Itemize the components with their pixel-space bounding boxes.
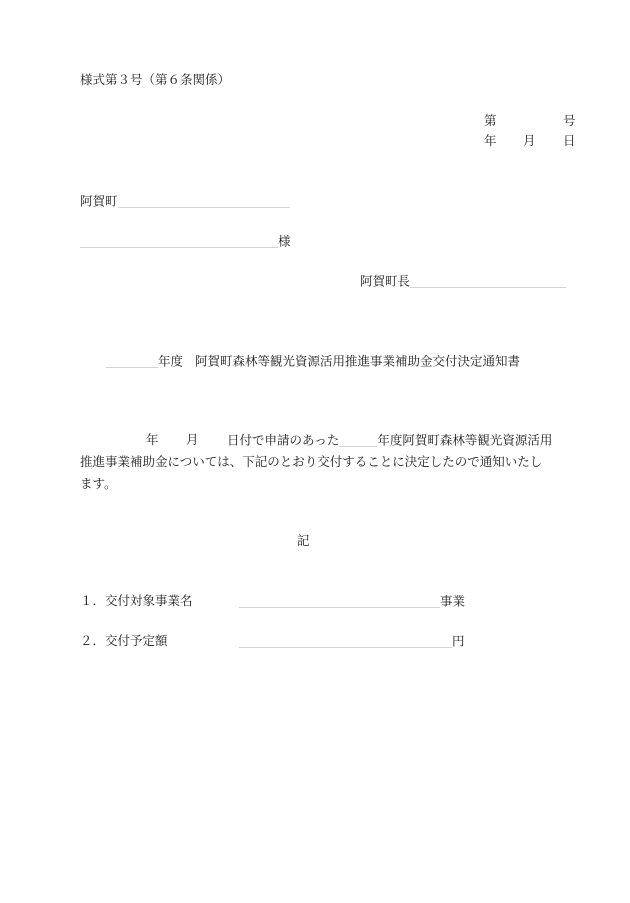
body-line-2: 推進事業補助金については、下記のとおり交付することに決定したので通知いたし xyxy=(80,454,543,469)
addressee-name-blank xyxy=(80,235,278,248)
title-year-blank xyxy=(106,355,158,368)
body-line-3: ます。 xyxy=(80,476,117,491)
body-line1-rest: 年度阿賀町森林等観光資源活用 xyxy=(377,432,553,448)
body-day-phrase: 日付で申請のあった xyxy=(227,432,340,448)
date-month: 月 xyxy=(523,133,536,148)
item-1-field xyxy=(239,595,465,608)
addressee-name-line xyxy=(80,235,291,248)
addressee-town-line xyxy=(80,195,290,208)
addressee-town: 阿賀町 xyxy=(80,193,118,209)
date-day: 日 xyxy=(563,133,576,148)
doc-number-suffix: 号 xyxy=(563,113,576,128)
item-2-label: ２．交付予定額 xyxy=(80,633,168,648)
title-year-suffix: 年度 xyxy=(158,353,184,369)
addressee-town-blank xyxy=(118,195,290,208)
issuer-title: 阿賀町長 xyxy=(360,273,411,289)
item-1-suffix: 事業 xyxy=(440,593,466,609)
issuer-name-blank xyxy=(410,275,566,288)
body-year-blank xyxy=(339,434,377,447)
form-label: 様式第３号（第６条関係） xyxy=(80,72,231,87)
ki-heading: 記 xyxy=(297,533,310,548)
date-year: 年 xyxy=(484,133,497,148)
item-1-label: １．交付対象事業名 xyxy=(80,593,193,608)
body-date-day-line xyxy=(227,434,552,447)
item-2-suffix: 円 xyxy=(452,633,465,649)
item-2-blank xyxy=(239,635,452,648)
doc-number-prefix: 第 xyxy=(484,113,497,128)
body-year: 年 xyxy=(146,432,159,447)
item-2-field xyxy=(239,635,465,648)
item-1-blank xyxy=(239,595,440,608)
issuer-line xyxy=(360,275,566,288)
body-month: 月 xyxy=(186,432,199,447)
document-title xyxy=(106,355,520,368)
title-main: 阿賀町森林等観光資源活用推進事業補助金交付決定通知書 xyxy=(195,353,521,369)
addressee-honorific: 様 xyxy=(278,233,291,249)
